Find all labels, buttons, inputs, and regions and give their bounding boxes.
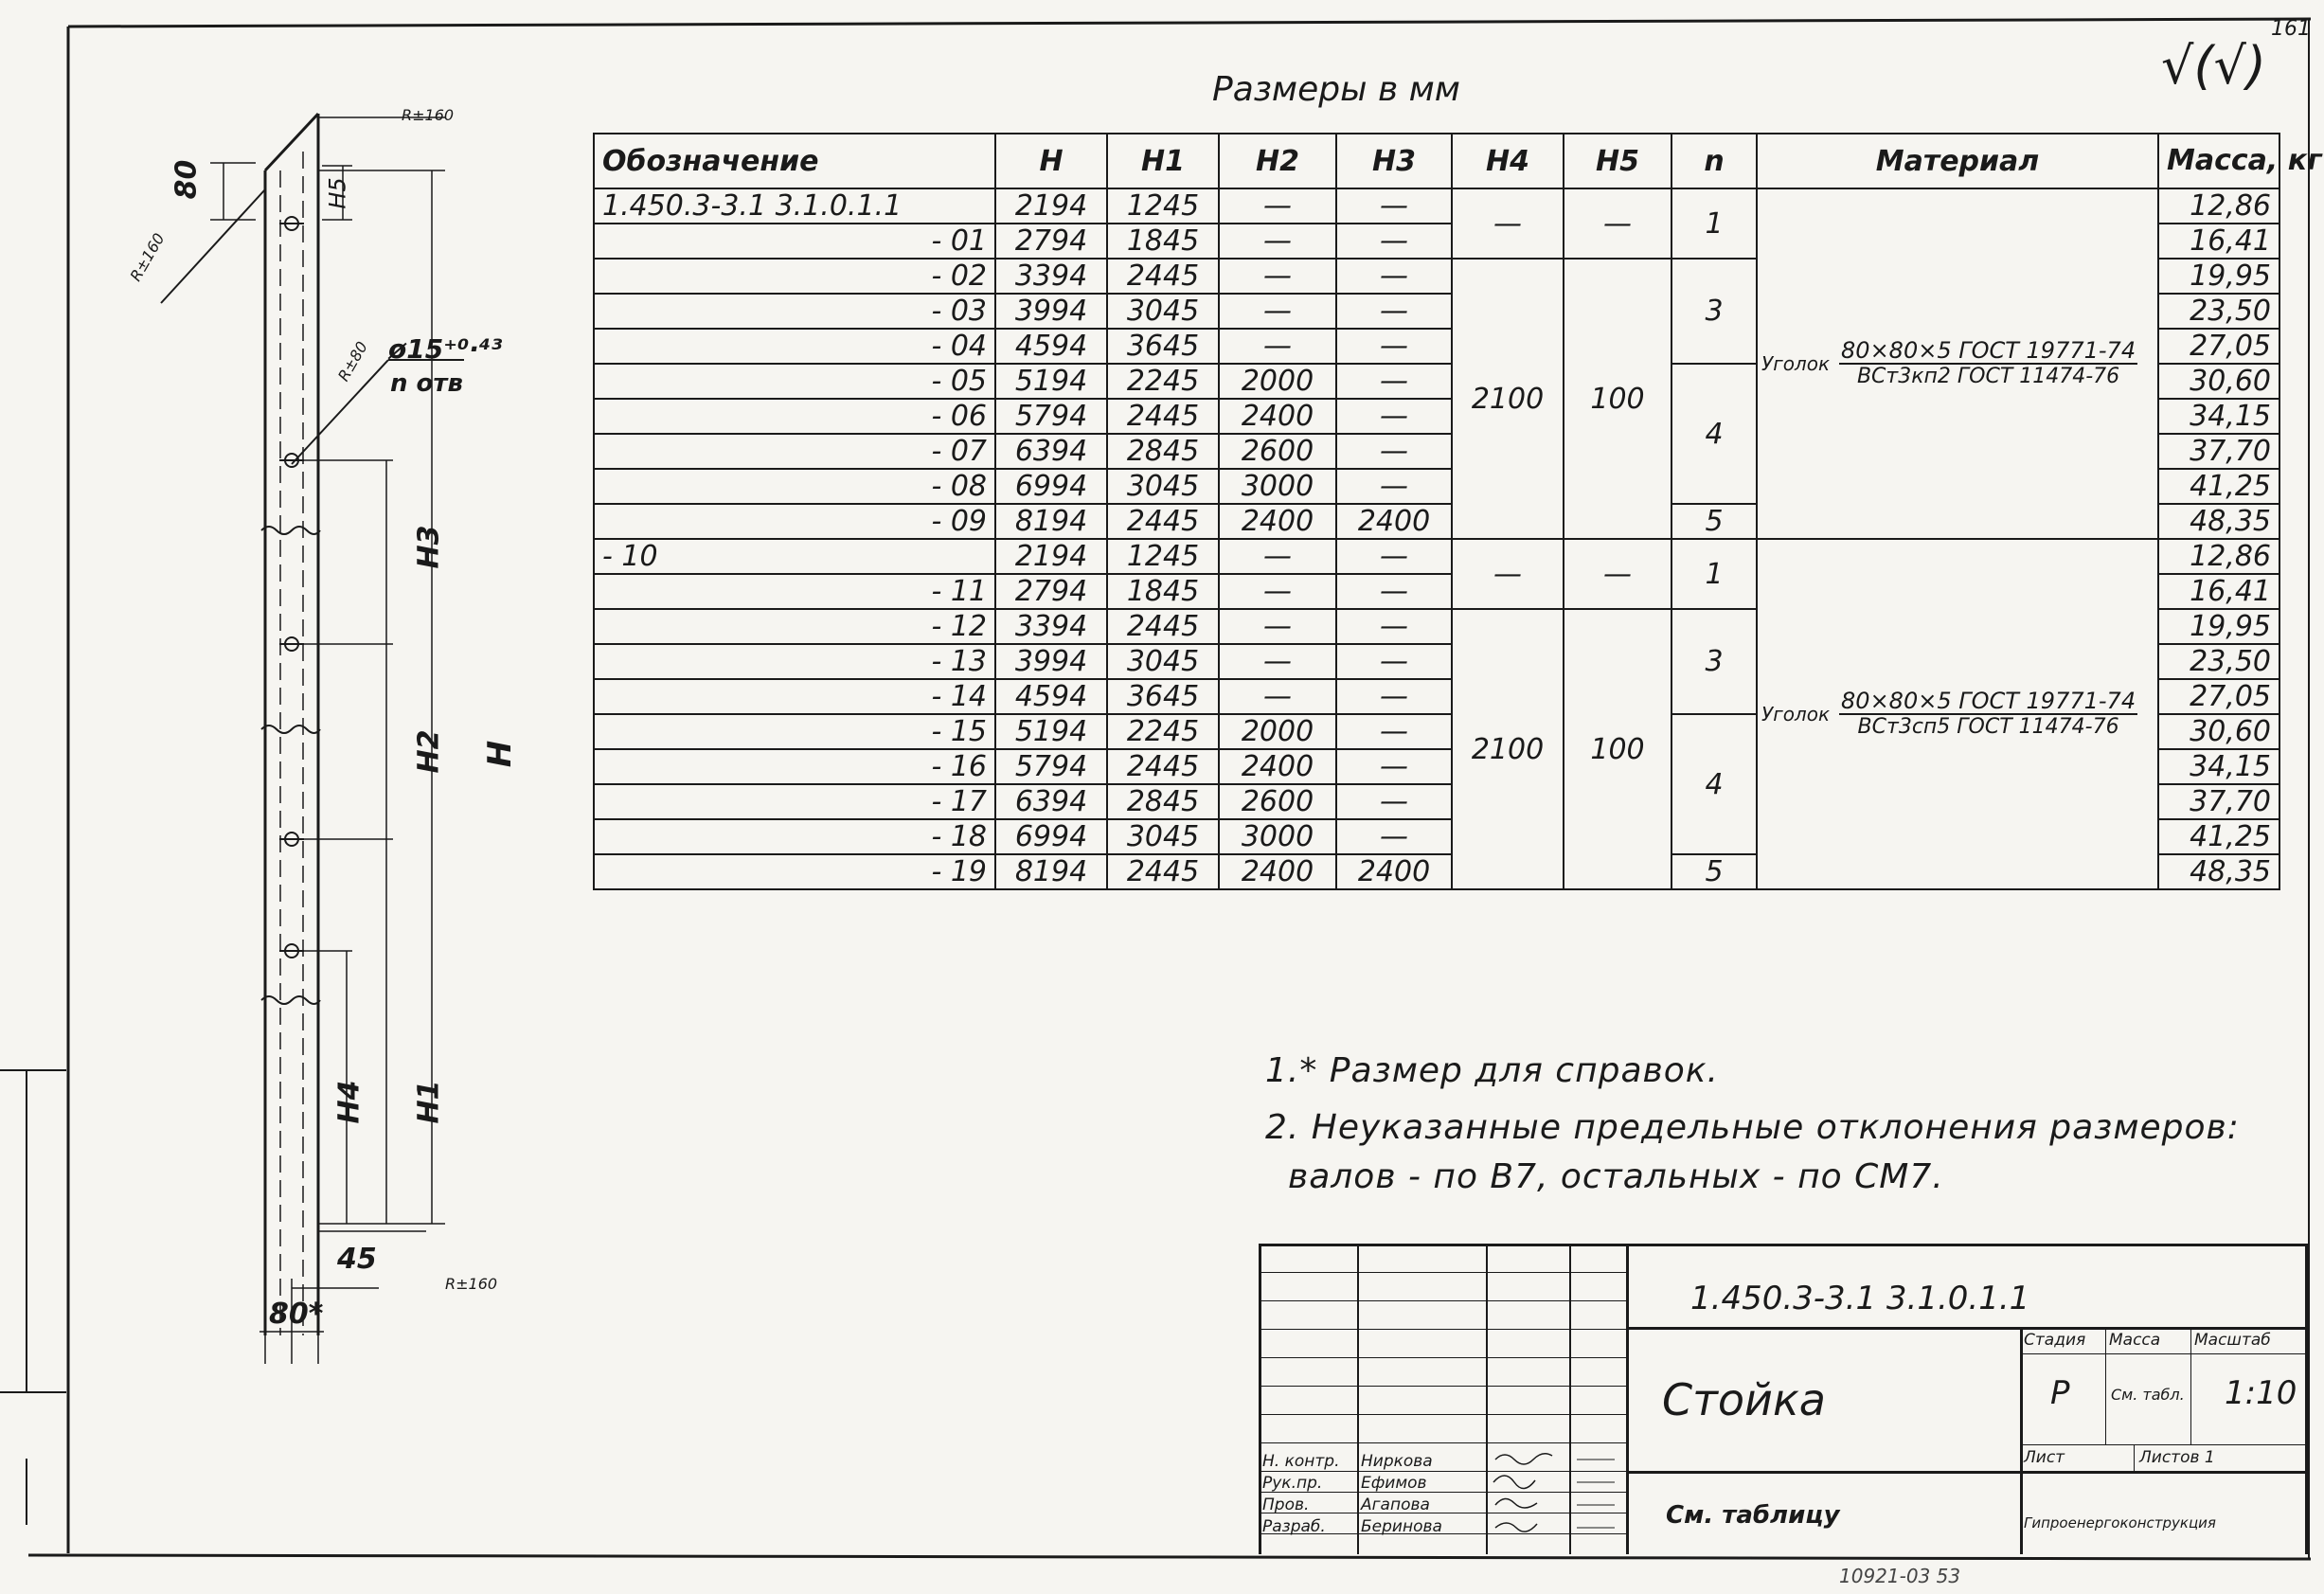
material-profile: 80×80×5 ГОСТ 19771-74: [1841, 688, 2136, 714]
cell-h3: —: [1336, 294, 1452, 329]
cell-h1: 2445: [1107, 504, 1219, 539]
cell-h1: 2445: [1107, 259, 1219, 294]
cell-mass: 48,35: [2158, 504, 2279, 539]
cell-h: 8194: [995, 854, 1107, 889]
cell-h3: —: [1336, 714, 1452, 749]
cell-designation: - 08: [594, 469, 995, 504]
dim-80-top: 80: [170, 159, 204, 200]
material-steel: ВСт3кп2 ГОСТ 11474-76: [1856, 365, 2120, 388]
cell-n: 5: [1671, 854, 1757, 889]
radius-hole: R±80: [333, 338, 371, 385]
header-h: H: [995, 134, 1107, 188]
note-1: 1.* Размер для справок.: [1265, 1051, 1719, 1090]
cell-n: 5: [1671, 504, 1757, 539]
cell-h3: 2400: [1336, 504, 1452, 539]
cell-mass: 27,05: [2158, 679, 2279, 714]
cell-designation: - 17: [594, 784, 995, 819]
cell-h4: 2100: [1452, 259, 1564, 539]
cell-h: 5794: [995, 399, 1107, 434]
cell-designation: - 07: [594, 434, 995, 469]
cell-h1: 2245: [1107, 714, 1219, 749]
cell-h: 2194: [995, 188, 1107, 224]
cell-h3: —: [1336, 224, 1452, 259]
cell-h5: 100: [1564, 259, 1671, 539]
radius-left: R±160: [126, 229, 169, 285]
cell-designation: - 02: [594, 259, 995, 294]
cell-h2: —: [1219, 259, 1336, 294]
hole-count: n отв: [390, 369, 463, 398]
cell-h3: 2400: [1336, 854, 1452, 889]
roughness-mark: √(√): [2161, 36, 2266, 96]
cell-h3: —: [1336, 434, 1452, 469]
cell-designation: - 13: [594, 644, 995, 679]
cell-designation: - 16: [594, 749, 995, 784]
sig-role-2: Рук.пр.: [1262, 1474, 1323, 1493]
cell-h1: 1845: [1107, 574, 1219, 609]
header-h5: H5: [1564, 134, 1671, 188]
cell-designation: - 04: [594, 329, 995, 364]
cell-h3: —: [1336, 609, 1452, 644]
cell-h2: —: [1219, 644, 1336, 679]
sheet-label: Лист: [2024, 1448, 2065, 1467]
stage-value: Р: [2050, 1374, 2070, 1412]
cell-mass: 12,86: [2158, 539, 2279, 574]
units-caption: Размеры в мм: [1212, 70, 1460, 109]
cell-h: 3394: [995, 609, 1107, 644]
cell-h2: 2600: [1219, 434, 1336, 469]
sig-name-2: Ефимов: [1361, 1474, 1427, 1493]
cell-h: 6394: [995, 784, 1107, 819]
cell-h3: —: [1336, 644, 1452, 679]
cell-h2: —: [1219, 329, 1336, 364]
cell-h2: 3000: [1219, 469, 1336, 504]
cell-designation: - 11: [594, 574, 995, 609]
cell-h3: —: [1336, 329, 1452, 364]
dim-80-bottom: 80*: [269, 1298, 324, 1331]
cell-material: [1757, 539, 2158, 889]
cell-h1: 3645: [1107, 329, 1219, 364]
cell-h1: 2445: [1107, 399, 1219, 434]
cell-h2: —: [1219, 294, 1336, 329]
sig-role-1: Н. контр.: [1262, 1452, 1340, 1471]
cell-h: 4594: [995, 679, 1107, 714]
cell-designation: - 06: [594, 399, 995, 434]
cell-h: 5794: [995, 749, 1107, 784]
cell-h3: —: [1336, 364, 1452, 399]
cell-h3: —: [1336, 749, 1452, 784]
cell-h3: —: [1336, 784, 1452, 819]
material-ref: См. таблицу: [1666, 1501, 1840, 1530]
cell-h5: 100: [1564, 609, 1671, 889]
cell-designation: - 14: [594, 679, 995, 714]
cell-designation: 1.450.3-3.1 3.1.0.1.1: [594, 188, 995, 224]
material-steel: ВСт3сп5 ГОСТ 11474-76: [1857, 715, 2119, 739]
variants-table: [593, 133, 2322, 890]
sig-name-3: Агапова: [1361, 1495, 1430, 1514]
cell-h1: 2445: [1107, 854, 1219, 889]
cell-h2: —: [1219, 539, 1336, 574]
cell-mass: 30,60: [2158, 364, 2279, 399]
doc-code: 1.450.3-3.1 3.1.0.1.1: [1690, 1280, 2030, 1317]
sig-name-4: Беринова: [1361, 1517, 1442, 1536]
cell-designation: - 09: [594, 504, 995, 539]
mass-label: Масса: [2109, 1331, 2161, 1350]
cell-h2: —: [1219, 224, 1336, 259]
cell-h: 3994: [995, 644, 1107, 679]
cell-designation: - 05: [594, 364, 995, 399]
part-name: Стойка: [1662, 1374, 1826, 1425]
cell-h: 5194: [995, 364, 1107, 399]
sig-name-1: Ниркова: [1361, 1452, 1433, 1471]
cell-h2: 2000: [1219, 364, 1336, 399]
organization: Гипроенергоконструкция: [2024, 1514, 2216, 1531]
cell-h1: 1245: [1107, 188, 1219, 224]
cell-h1: 3045: [1107, 644, 1219, 679]
dim-h1: H1: [412, 1080, 446, 1124]
material-label: Уголок: [1761, 352, 1831, 375]
cell-designation: - 10: [594, 539, 995, 574]
header-h2: H2: [1219, 134, 1336, 188]
cell-h2: 2600: [1219, 784, 1336, 819]
cell-h2: —: [1219, 609, 1336, 644]
sig-role-4: Разраб.: [1262, 1517, 1326, 1536]
cell-h2: —: [1219, 679, 1336, 714]
table-row: [594, 188, 2279, 224]
cell-h1: 2845: [1107, 784, 1219, 819]
cell-designation: - 15: [594, 714, 995, 749]
cell-h: 2194: [995, 539, 1107, 574]
cell-h1: 3045: [1107, 294, 1219, 329]
table-row: [594, 539, 2279, 574]
cell-mass: 34,15: [2158, 399, 2279, 434]
header-designation: Обозначение: [594, 134, 995, 188]
material-label: Уголок: [1761, 703, 1831, 725]
cell-mass: 19,95: [2158, 259, 2279, 294]
cell-mass: 27,05: [2158, 329, 2279, 364]
header-n: n: [1671, 134, 1757, 188]
cell-h: 5194: [995, 714, 1107, 749]
header-h4: H4: [1452, 134, 1564, 188]
cell-mass: 12,86: [2158, 188, 2279, 224]
cell-mass: 37,70: [2158, 784, 2279, 819]
cell-designation: - 19: [594, 854, 995, 889]
cell-designation: - 01: [594, 224, 995, 259]
sheets-label: Листов 1: [2139, 1448, 2215, 1467]
cell-h4: —: [1452, 188, 1564, 259]
cell-h: 3994: [995, 294, 1107, 329]
cell-n: 4: [1671, 714, 1757, 854]
cell-mass: 16,41: [2158, 224, 2279, 259]
cell-h3: —: [1336, 259, 1452, 294]
cell-h1: 2445: [1107, 609, 1219, 644]
dim-45: 45: [337, 1243, 377, 1276]
cell-h3: —: [1336, 539, 1452, 574]
cell-h: 2794: [995, 574, 1107, 609]
cell-n: 1: [1671, 539, 1757, 609]
stage-label: Стадия: [2024, 1331, 2086, 1350]
cell-mass: 19,95: [2158, 609, 2279, 644]
dim-h: H: [481, 740, 520, 768]
cell-designation: - 03: [594, 294, 995, 329]
cell-h1: 1845: [1107, 224, 1219, 259]
cell-h4: —: [1452, 539, 1564, 609]
radius-bottom: R±160: [445, 1275, 498, 1293]
cell-h1: 2245: [1107, 364, 1219, 399]
cell-mass: 41,25: [2158, 819, 2279, 854]
cell-h3: —: [1336, 819, 1452, 854]
cell-h1: 3645: [1107, 679, 1219, 714]
table-header-row: [594, 134, 2279, 188]
cell-h2: 2400: [1219, 504, 1336, 539]
cell-material: [1757, 188, 2158, 539]
dim-h4: H4: [332, 1080, 366, 1124]
cell-h: 3394: [995, 259, 1107, 294]
cell-designation: - 12: [594, 609, 995, 644]
cell-designation: - 18: [594, 819, 995, 854]
part-drawing: [104, 114, 597, 1364]
cell-h: 6394: [995, 434, 1107, 469]
material-profile: 80×80×5 ГОСТ 19771-74: [1841, 337, 2136, 364]
cell-h1: 2445: [1107, 749, 1219, 784]
archive-number: 10921-03 53: [1839, 1565, 1961, 1587]
cell-mass: 16,41: [2158, 574, 2279, 609]
cell-n: 3: [1671, 609, 1757, 714]
cell-h5: —: [1564, 188, 1671, 259]
cell-h2: 2400: [1219, 749, 1336, 784]
cell-mass: 30,60: [2158, 714, 2279, 749]
hole-spec: ø15⁺⁰·⁴³: [388, 333, 503, 365]
note-2-line-2: валов - по В7, остальных - по СМ7.: [1288, 1157, 1944, 1196]
header-h1: H1: [1107, 134, 1219, 188]
cell-h: 6994: [995, 469, 1107, 504]
cell-h2: —: [1219, 188, 1336, 224]
cell-h3: —: [1336, 469, 1452, 504]
signature-scribbles: [1486, 1446, 1626, 1552]
header-h3: H3: [1336, 134, 1452, 188]
cell-h2: 2000: [1219, 714, 1336, 749]
cell-h1: 3045: [1107, 819, 1219, 854]
header-material: Материал: [1757, 134, 2158, 188]
cell-mass: 37,70: [2158, 434, 2279, 469]
dim-h5: H5: [324, 177, 351, 209]
cell-h: 6994: [995, 819, 1107, 854]
cell-n: 1: [1671, 188, 1757, 259]
sig-role-3: Пров.: [1262, 1495, 1310, 1514]
cell-h3: —: [1336, 188, 1452, 224]
mass-value: См. табл.: [2111, 1386, 2185, 1404]
cell-h2: 2400: [1219, 399, 1336, 434]
dim-h2: H2: [412, 729, 446, 774]
cell-h: 2794: [995, 224, 1107, 259]
cell-mass: 23,50: [2158, 644, 2279, 679]
cell-mass: 41,25: [2158, 469, 2279, 504]
corner-mark: 161: [2271, 17, 2311, 41]
title-block: [1259, 1244, 2308, 1554]
cell-mass: 48,35: [2158, 854, 2279, 889]
cell-h1: 2845: [1107, 434, 1219, 469]
cell-h: 8194: [995, 504, 1107, 539]
cell-mass: 34,15: [2158, 749, 2279, 784]
cell-h1: 1245: [1107, 539, 1219, 574]
cell-h: 4594: [995, 329, 1107, 364]
cell-h1: 3045: [1107, 469, 1219, 504]
cell-h2: —: [1219, 574, 1336, 609]
cell-h2: 2400: [1219, 854, 1336, 889]
header-mass: Масса, кг: [2158, 134, 2279, 188]
scale-label: Масштаб: [2194, 1331, 2271, 1350]
cell-n: 4: [1671, 364, 1757, 504]
cell-h4: 2100: [1452, 609, 1564, 889]
cell-n: 3: [1671, 259, 1757, 364]
cell-mass: 23,50: [2158, 294, 2279, 329]
scale-value: 1:10: [2225, 1374, 2297, 1412]
cell-h3: —: [1336, 574, 1452, 609]
cell-h3: —: [1336, 399, 1452, 434]
dim-h3: H3: [412, 525, 446, 569]
radius-top: R±160: [402, 106, 455, 124]
cell-h3: —: [1336, 679, 1452, 714]
cell-h2: 3000: [1219, 819, 1336, 854]
cell-h5: —: [1564, 539, 1671, 609]
note-2-line-1: 2. Неуказанные предельные отклонения размеров:: [1265, 1108, 2240, 1147]
